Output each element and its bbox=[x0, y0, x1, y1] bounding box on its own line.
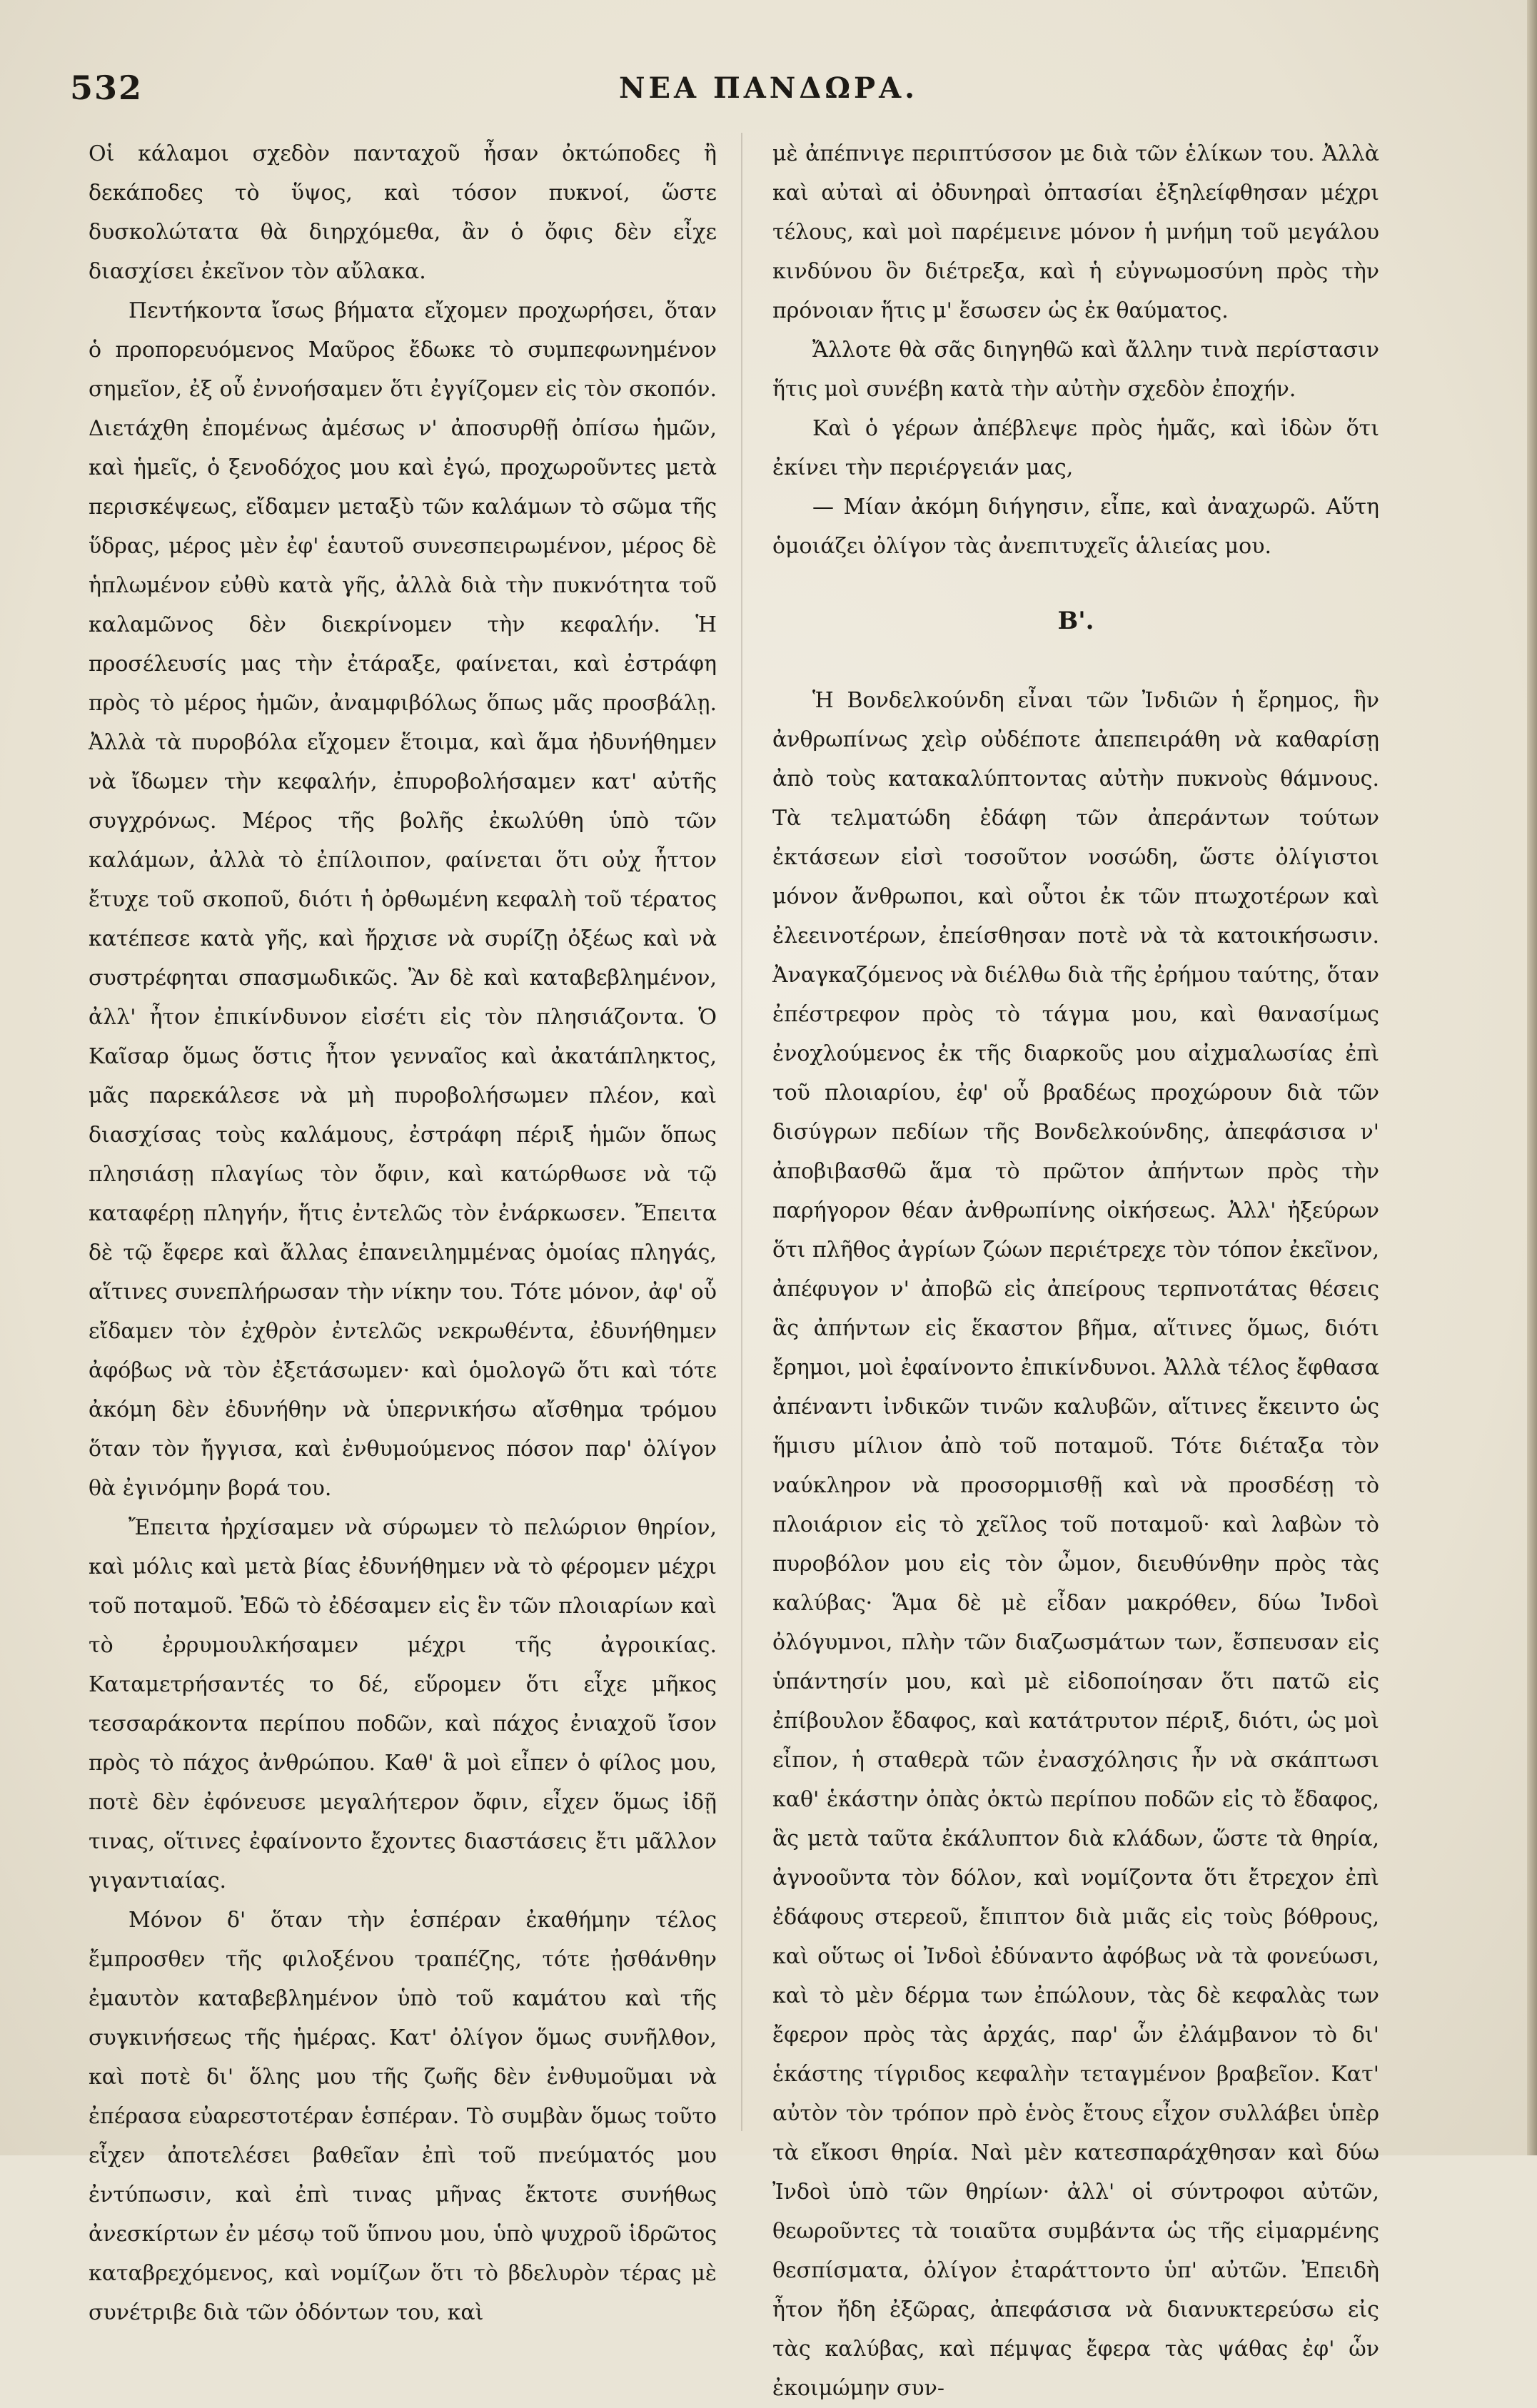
page-number: 532 bbox=[70, 69, 143, 107]
paragraph: — Μίαν ἀκόμη διήγησιν, εἶπε, καὶ ἀναχωρῶ. Αὕτη ὁμοιάζει ὀλίγον τὰς ἀνεπιτυχεῖς ἁλιείας μου. bbox=[772, 495, 1379, 559]
paragraph: Ἡ Βονδελκούνδη εἶναι τῶν Ἰνδιῶν ἡ ἔρημος, ἣν ἀνθρωπίνως χεὶρ οὐδέποτε ἀπεπειράθη νὰ καθαρίσῃ ἀπὸ τοὺς κατακαλύπτοντας αὐτὴν πυκνοὺς θάμνους. Τὰ τελματώδη ἐδάφη τῶν ἀπεράντων τούτων ἐκτάσεων εἰσὶ τοσοῦτον νοσώδη, ὥστε ὀλίγιστοι μόνον ἄνθρωποι, καὶ οὗτοι ἐκ τῶν πτωχοτέρων καὶ ἐλεεινοτέρων, ἐπείσθησαν ποτὲ νὰ τὰ κατοικήσωσιν. Ἀναγκαζόμενος νὰ διέλθω διὰ τῆς ἐρήμου ταύτης, ὅταν ἐπέστρεφον πρὸς τὸ τάγμα μου, καὶ θανασίμως ἐνοχλούμενος ἐκ τῆς διαρκοῦς μου αἰχμαλωσίας ἐπὶ τοῦ πλοιαρίου, ἐφ' οὗ βραδέως προχώρουν διὰ τῶν δισύγρων πεδίων τῆς Βονδελκούνδης, ἀπεφάσισα ν' ἀποβιβασθῶ ἅμα τὸ πρῶτον ἀπήντων πρὸς τὴν παρήγορον θέαν ἀνθρωπίνης οἰκήσεως. Ἀλλ' ἠξεύρων ὅτι πλῆθος ἀγρίων ζώων περιέτρεχε τὸν τόπον ἐκεῖνον, ἀπέφυγον ν' ἀποβῶ εἰς ἀπείρους τερπνοτάτας θέσεις ἃς ἀπήντων εἰς ἕκαστον βῆμα, αἵτινες ὅμως, διότι ἔρημοι, μοὶ ἐφαίνοντο ἐπικίνδυνοι. Ἀλλὰ τέλος ἔφθασα ἀπέναντι ἰνδικῶν τινῶν καλυβῶν, αἵτινες ἔκειντο ὡς ἥμισυ μίλιον ἀπὸ τοῦ ποταμοῦ. Τότε διέταξα τὸν ναύκληρον νὰ προσορμισθῇ καὶ νὰ προσδέσῃ τὸ πλοιάριον εἰς τὸ χεῖλος τοῦ ποταμοῦ· καὶ λαβὼν τὸ πυροβόλον μου εἰς τὸν ὦμον, διευθύνθην πρὸς τὰς καλύβας· Ἅμα δὲ μὲ εἶδαν μακρόθεν, δύω Ἰνδοὶ ὀλόγυμνοι, πλὴν τῶν διαζωσμάτων των, ἔσπευσαν εἰς ὑπάντησίν μου, καὶ μὲ εἰδοποίησαν ὅτι πατῶ εἰς ἐπίβουλον ἔδαφος, καὶ κατάτρυτον πέριξ, διότι, ὡς μοὶ εἶπον, ἡ σταθερὰ τῶν ἐνασχόλησις ἦν νὰ σκάπτωσι καθ' ἑκάστην ὀπὰς ὀκτὼ περίπου ποδῶν εἰς τὸ ἔδαφος, ἃς μετὰ ταῦτα ἐκάλυπτον διὰ κλάδων, ὥστε τὰ θηρία, ἀγνοοῦντα τὸν δόλον, καὶ νομίζοντα ὅτι ἔτρεχον ἐπὶ ἐδάφους στερεοῦ, ἔπιπτον διὰ μιᾶς εἰς τοὺς βόθρους, καὶ οὕτως οἱ Ἰνδοὶ ἐδύναντο ἀφόβως νὰ τὰ φονεύωσι, καὶ τὸ μὲν δέρμα των ἐπώλουν, τὰς δὲ κεφαλὰς των ἔφερον πρὸς τὰς ἀρχάς, παρ' ὧν ἐλάμβανον τὸ δι' ἑκάστης τίγριδος κεφαλὴν τεταγμένον βραβεῖον. Κατ' αὐτὸν τὸν τρόπον πρὸ ἑνὸς ἔτους εἶχον συλλάβει ὑπὲρ τὰ εἴκοσι θηρία. Ναὶ μὲν κατεσπαράχθησαν καὶ δύω Ἰνδοὶ ὑπὸ τῶν θηρίων· ἀλλ' οἱ σύντροφοι αὐτῶν, θεωροῦντες τὰ τοιαῦτα συμβάντα ὡς τῆς εἱμαρμένης θεσπίσματα, ὀλίγον ἐταράττοντο ὑπ' αὐτῶν. Ἐπειδὴ ἦτον ἤδη ἐξῶρας, ἀπεφάσισα νὰ διανυκτερεύσω εἰς τὰς καλύβας, καὶ πέμψας ἔφερα τὰς ψάθας ἐφ' ὧν ἐκοιμώμην συν- bbox=[772, 688, 1380, 2401]
page-header bbox=[0, 0, 1537, 114]
paragraph: Οἱ κάλαμοι σχεδὸν πανταχοῦ ἦσαν ὀκτώποδες ἢ δεκάποδες τὸ ὕψος, καὶ τόσον πυκνοί, ὥστε δυσκολώτατα θὰ διηρχόμεθα, ἂν ὁ ὄφις δὲν εἶχε διασχίσει ἐκεῖνον τὸν αὔλακα. bbox=[89, 141, 717, 284]
section-heading: Β'. bbox=[1057, 607, 1094, 635]
page-edge bbox=[1527, 0, 1537, 2155]
paragraph: Καὶ ὁ γέρων ἀπέβλεψε πρὸς ἡμᾶς, καὶ ἰδὼν ὅτι ἐκίνει τὴν περιέργειάν μας, bbox=[772, 416, 1379, 480]
paragraph: Ἔπειτα ἠρχίσαμεν νὰ σύρωμεν τὸ πελώριον θηρίον, καὶ μόλις καὶ μετὰ βίας ἐδυνήθημεν νὰ τὸ φέρομεν μέχρι τοῦ ποταμοῦ. Ἐδῶ τὸ ἐδέσαμεν εἰς ἓν τῶν πλοιαρίων καὶ τὸ ἐρρυμουλκήσαμεν μέχρι τῆς ἀγροικίας. Καταμετρήσαντές το δέ, εὕρομεν ὅτι εἶχε μῆκος τεσσαράκοντα περίπου ποδῶν, καὶ πάχος ἐνιαχοῦ ἴσον πρὸς τὸ πάχος ἀνθρώπου. Καθ' ἃ μοὶ εἶπεν ὁ φίλος μου, ποτὲ δὲν ἐφόνευσε μεγαλήτερον ὄφιν, εἶχεν ὅμως ἰδῇ τινας, οἵτινες ἐφαίνοντο ἔχοντες διαστάσεις ἔτι μᾶλλον γιγαντιαίας. bbox=[89, 1515, 717, 1893]
paragraph: Πεντήκοντα ἴσως βήματα εἴχομεν προχωρήσει, ὅταν ὁ προπορευόμενος Μαῦρος ἔδωκε τὸ συμπεφωνημένον σημεῖον, ἐξ οὗ ἐννοήσαμεν ὅτι ἐγγίζομεν εἰς τὸν σκοπόν. Διετάχθη ἐπομένως ἀμέσως ν' ἀποσυρθῇ ὀπίσω ἡμῶν, καὶ ἡμεῖς, ὁ ξενοδόχος μου καὶ ἐγώ, προχωροῦντες μετὰ περισκέψεως, εἴδαμεν μεταξὺ τῶν καλάμων τὸ σῶμα τῆς ὕδρας, μέρος μὲν ἐφ' ἑαυτοῦ συνεσπειρωμένον, μέρος δὲ ἡπλωμένον εὐθὺ κατὰ γῆς, ἀλλὰ διὰ τὴν πυκνότητα τοῦ καλαμῶνος δὲν διεκρίνομεν τὴν κεφαλήν. Ἡ προσέλευσίς μας τὴν ἐτάραξε, φαίνεται, καὶ ἐστράφη πρὸς τὸ μέρος ἡμῶν, ἀναμφιβόλως ὅπως μᾶς προσβάλῃ. Ἀλλὰ τὰ πυροβόλα εἴχομεν ἕτοιμα, καὶ ἅμα ἠδυνήθημεν νὰ ἴδωμεν τὴν κεφαλήν, ἐπυροβολήσαμεν κατ' αὐτῆς συγχρόνως. Μέρος τῆς βολῆς ἐκωλύθη ὑπὸ τῶν καλάμων, ἀλλὰ τὸ ἐπίλοιπον, φαίνεται ὅτι οὐχ ἧττον ἔτυχε τοῦ σκοποῦ, διότι ἡ ὀρθωμένη κεφαλὴ τοῦ τέρατος κατέπεσε κατὰ γῆς, καὶ ἤρχισε νὰ συρίζῃ ὀξέως καὶ νὰ συστρέφηται σπασμωδικῶς. Ἂν δὲ καὶ καταβεβλημένον, ἀλλ' ἦτον ἐπικίνδυνον εἰσέτι εἰς τὸν πλησιάζοντα. Ὁ Καῖσαρ ὅμως ὅστις ἦτον γενναῖος καὶ ἀκατάπληκτος, μᾶς παρεκάλεσε νὰ μὴ πυροβολήσωμεν πλέον, καὶ διασχίσας τοὺς καλάμους, ἐστράφη πέριξ ἡμῶν ὅπως πλησιάσῃ πλαγίως τὸν ὄφιν, καὶ κατώρθωσε νὰ τῷ καταφέρῃ πληγήν, ἥτις ἐντελῶς τὸν ἐνάρκωσεν. Ἔπειτα δὲ τῷ ἔφερε καὶ ἄλλας ἐπανειλημμένας ὁμοίας πληγάς, αἵτινες συνεπλήρωσαν τὴν νίκην του. Τότε μόνον, ἀφ' οὗ εἴδαμεν τὸν ἐχθρὸν ἐντελῶς νεκρωθέντα, ἐδυνήθημεν ἀφόβως νὰ τὸν ἐξετάσωμεν· καὶ ὁμολογῶ ὅτι καὶ τότε ἀκόμη δὲν ἐδυνήθην νὰ ὑπερνικήσω αἴσθημα τρόμου ὅταν τὸν ἤγγισα, καὶ ἐνθυμούμενος πόσον παρ' ὀλίγον θὰ ἐγινόμην βορά του. bbox=[89, 298, 717, 1501]
left-column bbox=[89, 134, 717, 2325]
column-divider bbox=[741, 133, 742, 2131]
paragraph: Μόνον δ' ὅταν τὴν ἑσπέραν ἐκαθήμην τέλος ἔμπροσθεν τῆς φιλοξένου τραπέζης, τότε ᾐσθάνθην ἐμαυτὸν καταβεβλημένον ὑπὸ τοῦ καμάτου καὶ τῆς συγκινήσεως τῆς ἡμέρας. Κατ' ὀλίγον ὅμως συνῆλθον, καὶ ποτὲ δι' ὅλης μου τῆς ζωῆς δὲν ἐνθυμοῦμαι νὰ ἐπέρασα εὐαρεστοτέραν ἑσπέραν. Τὸ συμβὰν ὅμως τοῦτο εἶχεν ἀποτελέσει βαθεῖαν ἐπὶ τοῦ πνεύματός μου ἐντύπωσιν, καὶ ἐπὶ τινας μῆνας ἔκτοτε συνήθως ἀνεσκίρτων ἐν μέσῳ τοῦ ὕπνου μου, ὑπὸ ψυχροῦ ἱδρῶτος καταβρεχόμενος, καὶ νομίζων ὅτι τὸ βδελυρὸν τέρας μὲ συνέτριβε διὰ τῶν ὀδόντων του, καὶ bbox=[89, 1908, 717, 2325]
paragraph: Ἄλλοτε θὰ σᾶς διηγηθῶ καὶ ἄλλην τινὰ περίστασιν ἥτις μοὶ συνέβη κατὰ τὴν αὐτὴν σχεδὸν ἐποχήν. bbox=[772, 338, 1379, 402]
paragraph: μὲ ἀπέπνιγε περιπτύσσον με διὰ τῶν ἑλίκων του. Ἀλλὰ καὶ αὐταὶ αἱ ὀδυνηραὶ ὀπτασίαι ἐξηλείφθησαν μέχρι τέλους, καὶ μοὶ παρέμεινε μόνον ἡ μνήμη τοῦ μεγάλου κινδύνου ὃν διέτρεξα, καὶ ἡ εὐγνωμοσύνη πρὸς τὴν πρόνοιαν ἥτις μ' ἔσωσεν ὡς ἐκ θαύματος. bbox=[772, 141, 1379, 323]
running-title: ΝΕΑ ΠΑΝΔΩΡΑ. bbox=[618, 71, 919, 105]
right-column bbox=[772, 134, 1380, 2401]
